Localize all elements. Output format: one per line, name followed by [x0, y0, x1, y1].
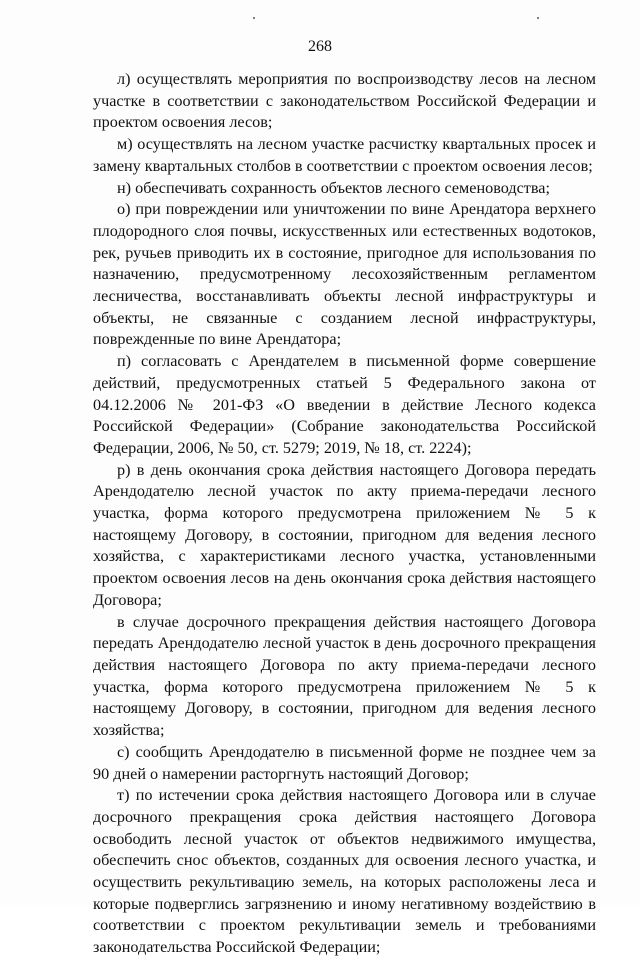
scan-speck-2 — [537, 17, 539, 19]
document-body — [93, 69, 596, 959]
paragraph-p: п) согласовать с Арендателем в письменной форме совершение действий, предусмотренных статьей 5 Федерального закона от 04.12.2006 № 201-ФЗ «О введении в действие Лесного кодекса Российской Федерации» (Собрание законодательства Российской Федерации, 2006, № 50, ст. 5279; 2019, № 18, ст. 2224); — [93, 352, 596, 457]
paragraph-n: н) обеспечивать сохранность объектов лесного семеноводства; — [117, 178, 550, 197]
paragraph-l: л) осуществлять мероприятия по воспроизводству лесов на лесном участке в соответствии с законодательством Российской Федерации и проектом освоения лесов; — [93, 70, 596, 132]
paragraph-t: т) по истечении срока действия настоящего Договора или в случае досрочного прекращения срока действия настоящего Договора освободить лесной участок от объектов недвижимого имущества, обеспечить снос объектов, созданных для освоения лесного участка, и осуществить рекультивацию земель, на которых расположены леса и которые подверглись загрязнению и иному негативному воздействию в соответствии с проектом рекультивации земель и требованиями законодательства Российской Федерации; — [93, 786, 596, 957]
page-number: 268 — [308, 38, 332, 55]
paragraph-s: с) сообщить Арендодателю в письменной форме не позднее чем за 90 дней о намерении расторгнуть настоящий Договор; — [93, 742, 596, 783]
paragraph-o: о) при повреждении или уничтожении по вине Арендатора верхнего плодородного слоя почвы, искусственных или естественных водотоков, рек, ручьев приводить их в состояние, пригодное для использования по назначению, предусмотренному лесохозяйственным регламентом лесничества, восстанавливать объекты лесной инфраструктуры и объекты, не связанные с созданием лесной инфраструктуры, поврежденные по вине Арендатора; — [93, 200, 596, 349]
paragraph-r: р) в день окончания срока действия настоящего Договора передать Арендодателю лесной участок по акту приема-передачи лесного участка, форма которого предусмотрена приложением № 5 к настоящему Договору, в состоянии, пригодном для ведения лесного хозяйства, с характеристиками лесного участка, установленными проектом освоения лесов на день окончания срока действия настоящего Договора; — [93, 460, 596, 609]
scan-speck-1 — [253, 17, 255, 19]
paragraph-m: м) осуществлять на лесном участке расчистку квартальных просек и замену квартальных столбов в соответствии с проектом освоения лесов; — [93, 135, 596, 175]
paragraph-early-termination: в случае досрочного прекращения действия настоящего Договора передать Арендодателю лесной участок в день досрочного прекращения действия настоящего Договора по акту приема-передачи лесного участка, форма которого предусмотрена приложением № 5 к настоящему Договору, в состоянии, пригодном для ведения лесного хозяйства; — [93, 612, 596, 740]
